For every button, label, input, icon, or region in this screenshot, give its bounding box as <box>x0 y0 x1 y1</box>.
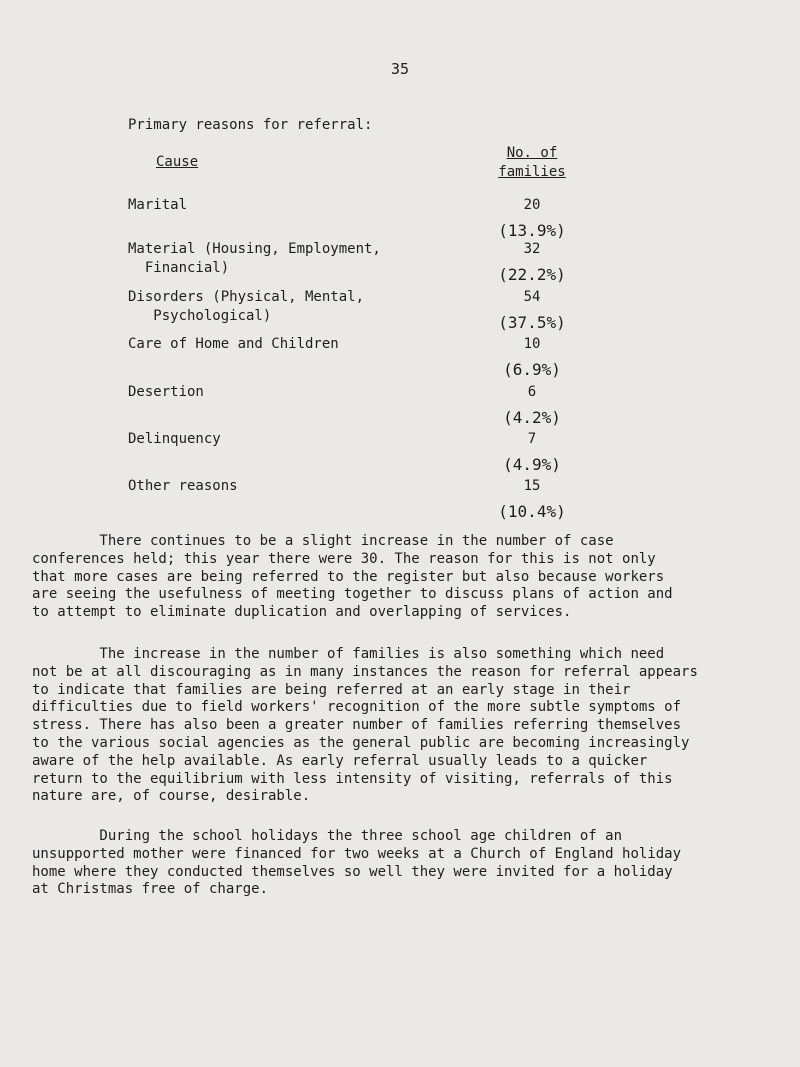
count-value: 7 <box>527 431 537 447</box>
table-row-count <box>482 477 582 521</box>
count-value: 10 <box>523 336 541 352</box>
table-row-count <box>482 335 582 379</box>
body-paragraph: During the school holidays the three school age children of an unsupported mother were financed for two weeks at a Church of England holiday home where they conducted themselves so well they were invited for a holiday at Christmas free of charge. <box>32 828 682 898</box>
table-row-cause: Other reasons <box>128 478 238 494</box>
page-number: 35 <box>390 60 410 78</box>
count-percent: (6.9%) <box>503 360 561 379</box>
table-row-cause: Marital <box>128 197 188 213</box>
column-header-cause: Cause <box>156 154 199 170</box>
table-caption: Primary reasons for referral: <box>128 117 373 133</box>
count-value: 54 <box>523 289 541 305</box>
count-percent: (13.9%) <box>498 221 566 240</box>
table-row-count <box>482 430 582 474</box>
count-percent: (37.5%) <box>498 313 566 332</box>
count-value: 32 <box>523 241 541 257</box>
table-row-count <box>482 240 582 284</box>
count-value: 15 <box>523 478 541 494</box>
count-percent: (10.4%) <box>498 502 566 521</box>
body-paragraph: There continues to be a slight increase in the number of case conferences held; this year there were 30. The reason for this is not only that more cases are being referred to the register but also because workers are seeing the usefulness of meeting together to discuss plans of action and to attempt to eliminate duplication and overlapping of services. <box>32 533 673 621</box>
table-row-count <box>482 288 582 332</box>
count-percent: (4.2%) <box>503 408 561 427</box>
table-row-cause: Material (Housing, Employment, Financial) <box>128 241 381 276</box>
table-row-count <box>482 383 582 427</box>
table-row-cause: Disorders (Physical, Mental, Psychological) <box>128 289 365 324</box>
table-row-cause: Delinquency <box>128 431 221 447</box>
body-paragraph: The increase in the number of families is also something which need not be at all discouraging as in many instances the reason for referral appears to indicate that families are being referred at an early stage in their difficulties due to field workers' recognition of the more subtle symptoms of stress. There has also been a greater number of families referring themselves to the various social agencies as the general public are becoming increasingly aware of the help available. As early referral usually leads to a quicker return to the equilibrium with less intensity of visiting, referrals of this nature are, of course, desirable. <box>32 646 698 805</box>
table-row-count <box>482 196 582 240</box>
count-value: 20 <box>523 197 541 213</box>
column-header-number-line2: families <box>498 164 566 180</box>
table-row-cause: Care of Home and Children <box>128 336 339 352</box>
column-header-number-line1: No. of <box>506 145 558 161</box>
count-value: 6 <box>527 384 537 400</box>
count-percent: (22.2%) <box>498 265 566 284</box>
count-percent: (4.9%) <box>503 455 561 474</box>
table-row-cause: Desertion <box>128 384 204 400</box>
column-header-number-of-families <box>482 144 582 182</box>
